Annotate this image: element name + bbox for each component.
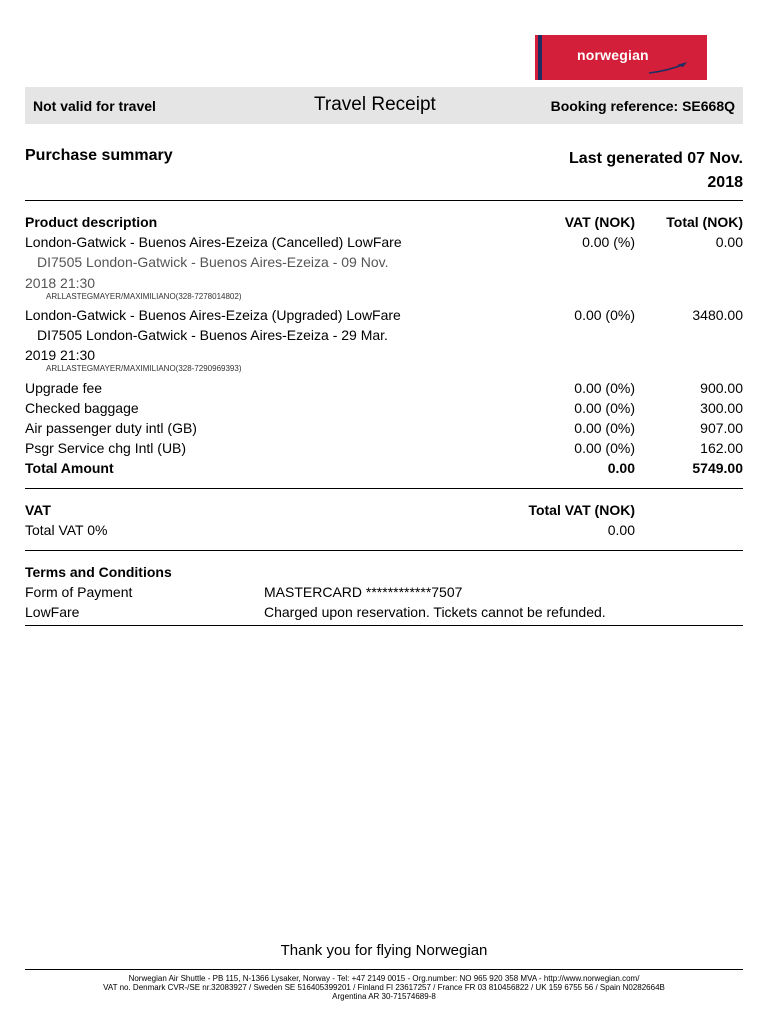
product-item-vat: 0.00 (0%) [574,307,635,323]
fee-total: 162.00 [700,440,743,456]
flight-detail: DI7505 London-Gatwick - Buenos Aires-Ezeiza - 29 Mar. [37,327,388,343]
fee-label: Upgrade fee [25,380,103,396]
total-amount-label: Total Amount [25,460,114,476]
fee-total: 907.00 [700,420,743,436]
fee-label: Checked baggage [25,400,139,416]
logo-stripe [538,35,542,80]
booking-reference: Booking reference: SE668Q [550,98,735,114]
airplane-icon [647,61,689,75]
fee-vat: 0.00 (0%) [574,420,635,436]
product-item-vat: 0.00 (%) [582,234,635,250]
divider [25,488,743,489]
fee-label: Psgr Service chg Intl (UB) [25,440,187,456]
thank-you-message: Thank you for flying Norwegian [280,942,488,959]
passenger-name: ARLLASTEGMAYER/MAXIMILIANO(328-7278014802) [46,292,242,301]
page-title: Travel Receipt [314,94,436,115]
col-vat: VAT (NOK) [564,214,635,230]
vat-row-label: Total VAT 0% [25,522,108,538]
terms-label: LowFare [25,604,80,620]
terms-label: Form of Payment [25,584,133,600]
vat-col-total: Total VAT (NOK) [528,502,635,518]
divider [25,550,743,551]
fee-vat: 0.00 (0%) [574,380,635,396]
product-item-total: 0.00 [715,234,743,250]
total-vat-value: 0.00 [607,460,635,476]
receipt-header-bar [25,87,743,124]
vat-heading: VAT [25,502,51,518]
last-generated-line2: 2018 [707,174,743,191]
norwegian-logo [535,35,707,80]
flight-datetime: 2018 21:30 [25,275,96,291]
terms-heading: Terms and Conditions [25,564,172,580]
col-total: Total (NOK) [666,214,743,230]
fee-label: Air passenger duty intl (GB) [25,420,197,436]
divider [25,625,743,626]
footer-line: Argentina AR 30-71574689-8 [332,992,436,1001]
footer-line: VAT no. Denmark CVR-/SE nr.32083927 / Sweden SE 516405399201 / Finland FI 23617257 / France FR 03 810456822 / UK 159 6755 56 / Spain N0282664B [103,983,665,992]
fee-total: 900.00 [700,380,743,396]
footer-line: Norwegian Air Shuttle - PB 115, N-1366 Lysaker, Norway - Tel: +47 2149 0015 - Org.number: NO 965 920 358 MVA - http://www.norwegian.com/ [128,974,640,983]
divider [25,969,743,970]
product-item-name: London-Gatwick - Buenos Aires-Ezeiza (Cancelled) LowFare [25,234,402,250]
col-product-description: Product description [25,214,158,230]
terms-value: MASTERCARD ************7507 [264,584,463,600]
flight-datetime: 2019 21:30 [25,347,96,363]
product-item-name: London-Gatwick - Buenos Aires-Ezeiza (Upgraded) LowFare [25,307,401,323]
fee-vat: 0.00 (0%) [574,440,635,456]
last-generated-line1: Last generated 07 Nov. [569,150,743,167]
divider [25,200,743,201]
passenger-name: ARLLASTEGMAYER/MAXIMILIANO(328-7290969393) [46,364,242,373]
fee-vat: 0.00 (0%) [574,400,635,416]
product-item-total: 3480.00 [692,307,743,323]
purchase-summary-heading: Purchase summary [25,147,173,164]
fee-total: 300.00 [700,400,743,416]
flight-detail: DI7505 London-Gatwick - Buenos Aires-Ezeiza - 09 Nov. [37,254,389,270]
vat-row-value: 0.00 [607,522,635,538]
terms-value: Charged upon reservation. Tickets cannot be refunded. [264,604,606,620]
logo-text: norwegian [577,47,649,63]
total-amount-value: 5749.00 [692,460,743,476]
last-generated [569,147,743,195]
not-valid-label: Not valid for travel [33,98,156,114]
